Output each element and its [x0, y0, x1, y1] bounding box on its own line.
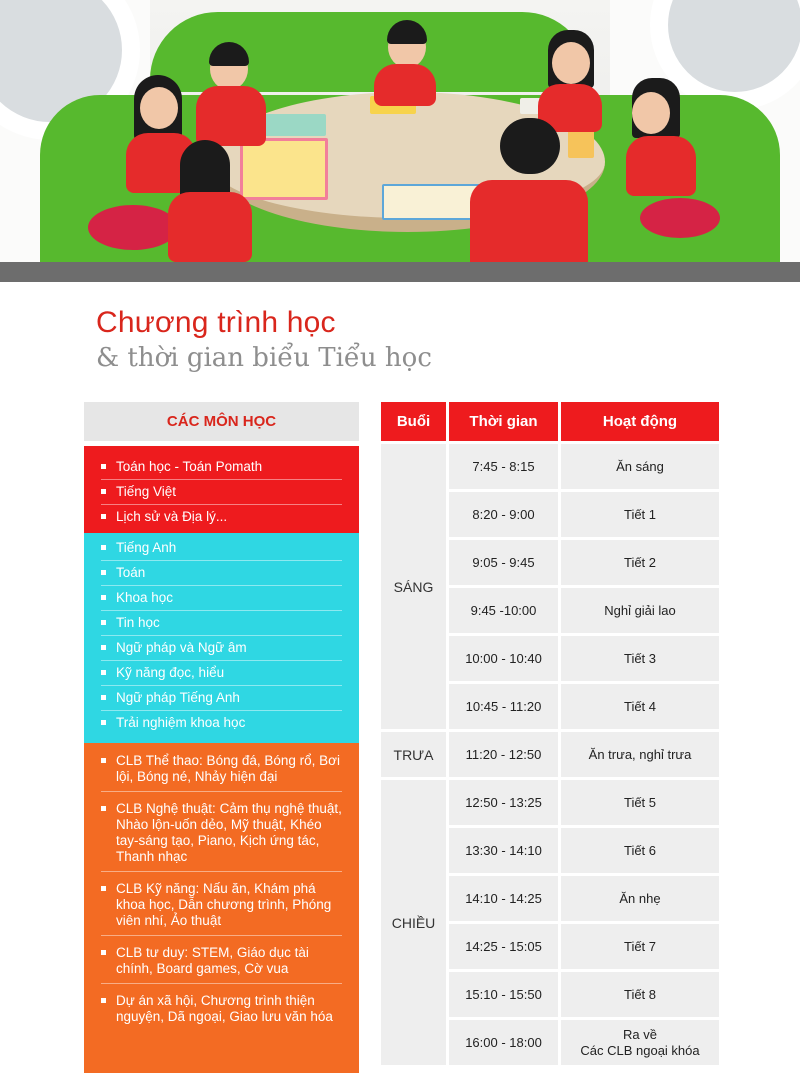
activity-cell: Nghỉ giải lao: [561, 588, 719, 633]
subject-label: Tiếng Anh: [116, 540, 177, 555]
subject-label: Tiếng Việt: [116, 484, 177, 499]
activity-cell: Tiết 8: [561, 972, 719, 1017]
time-cell: 12:50 - 13:25: [449, 780, 558, 825]
subject-item: [101, 686, 342, 711]
bullet-icon: [101, 670, 106, 675]
activity-cell: Tiết 4: [561, 684, 719, 729]
subject-item: [101, 586, 342, 611]
time-cell: 16:00 - 18:00: [449, 1020, 558, 1065]
subject-label: Lịch sử và Địa lý...: [116, 509, 228, 524]
activity-cell: [561, 1020, 719, 1065]
club-label: CLB Nghệ thuật: Cảm thụ nghệ thuật, Nhào lộn-uốn dẻo, Mỹ thuật, Khéo tay-sáng tạo, Piano, Kịch ứng tác, Thanh nhạc: [116, 801, 342, 864]
time-cell: 14:25 - 15:05: [449, 924, 558, 969]
bullet-icon: [101, 886, 106, 891]
subject-item: [101, 561, 342, 586]
timetable-header-activity: Hoạt động: [561, 402, 719, 441]
bullet-icon: [101, 758, 106, 763]
time-cell: 15:10 - 15:50: [449, 972, 558, 1017]
bullet-icon: [101, 595, 106, 600]
session-morning: SÁNG: [381, 444, 446, 729]
subject-item: [101, 455, 342, 480]
club-label: CLB Thể thao: Bóng đá, Bóng rổ, Bơi lội, Bóng né, Nhảy hiện đại: [116, 753, 340, 784]
subject-label: Trải nghiệm khoa học: [116, 715, 246, 730]
bullet-icon: [101, 950, 106, 955]
session-noon: TRƯA: [381, 732, 446, 777]
activity-line: Ra về: [623, 1026, 657, 1042]
activity-cell: Tiết 1: [561, 492, 719, 537]
bullet-icon: [101, 570, 106, 575]
time-cell: 11:20 - 12:50: [449, 732, 558, 777]
subject-label: Ngữ pháp Tiếng Anh: [116, 690, 240, 705]
activity-cell: Ăn nhẹ: [561, 876, 719, 921]
club-item: [101, 798, 342, 872]
time-cell: 8:20 - 9:00: [449, 492, 558, 537]
time-cell: 14:10 - 14:25: [449, 876, 558, 921]
bullet-icon: [101, 695, 106, 700]
time-cell: 10:45 - 11:20: [449, 684, 558, 729]
subject-label: Khoa học: [116, 590, 174, 605]
bullet-icon: [101, 545, 106, 550]
bullet-icon: [101, 720, 106, 725]
club-label: Dự án xã hội, Chương trình thiện nguyện, Dã ngoại, Giao lưu văn hóa: [116, 993, 333, 1024]
time-cell: 9:45 -10:00: [449, 588, 558, 633]
time-cell: 10:00 - 10:40: [449, 636, 558, 681]
bullet-icon: [101, 514, 106, 519]
club-item: [101, 878, 342, 936]
subject-item: [101, 611, 342, 636]
bullet-icon: [101, 489, 106, 494]
club-item: [101, 990, 342, 1031]
subject-label: Kỹ năng đọc, hiểu: [116, 665, 225, 680]
classroom-photo: [0, 0, 800, 282]
page-title: Chương trình học: [96, 306, 336, 339]
club-label: CLB tư duy: STEM, Giáo dục tài chính, Board games, Cờ vua: [116, 945, 309, 976]
subject-label: Toán học - Toán Pomath: [116, 459, 263, 474]
activity-cell: Tiết 5: [561, 780, 719, 825]
subject-label: Ngữ pháp và Ngữ âm: [116, 640, 247, 655]
activity-cell: Tiết 7: [561, 924, 719, 969]
time-cell: 7:45 - 8:15: [449, 444, 558, 489]
session-afternoon: CHIỀU: [381, 780, 446, 1065]
activity-cell: Tiết 6: [561, 828, 719, 873]
time-cell: 9:05 - 9:45: [449, 540, 558, 585]
vietnamese-program-group: [84, 446, 359, 533]
subject-item: [101, 505, 342, 530]
subject-item: [101, 711, 342, 736]
subject-label: Toán: [116, 565, 146, 580]
bullet-icon: [101, 806, 106, 811]
activity-line: Các CLB ngoại khóa: [580, 1042, 700, 1058]
english-program-group: [84, 533, 359, 743]
activity-cell: Tiết 3: [561, 636, 719, 681]
club-label: CLB Kỹ năng: Nấu ăn, Khám phá khoa học, Dẫn chương trình, Phóng viên nhí, Ảo thuật: [116, 881, 332, 928]
subject-item: [101, 636, 342, 661]
club-item: [101, 750, 342, 792]
bullet-icon: [101, 620, 106, 625]
subject-item: [101, 536, 342, 561]
clubs-group: [84, 743, 359, 1073]
subject-label: Tin học: [116, 615, 160, 630]
subject-item: [101, 480, 342, 505]
subject-item: [101, 661, 342, 686]
activity-cell: Tiết 2: [561, 540, 719, 585]
timetable-header-session: Buổi: [381, 402, 446, 441]
activity-cell: Ăn trưa, nghỉ trưa: [561, 732, 719, 777]
page-subtitle: & thời gian biểu Tiểu học: [96, 343, 432, 373]
timetable-header-time: Thời gian: [449, 402, 558, 441]
activity-cell: Ăn sáng: [561, 444, 719, 489]
bullet-icon: [101, 998, 106, 1003]
bullet-icon: [101, 645, 106, 650]
club-item: [101, 942, 342, 984]
time-cell: 13:30 - 14:10: [449, 828, 558, 873]
subjects-header: CÁC MÔN HỌC: [84, 402, 359, 441]
bullet-icon: [101, 464, 106, 469]
